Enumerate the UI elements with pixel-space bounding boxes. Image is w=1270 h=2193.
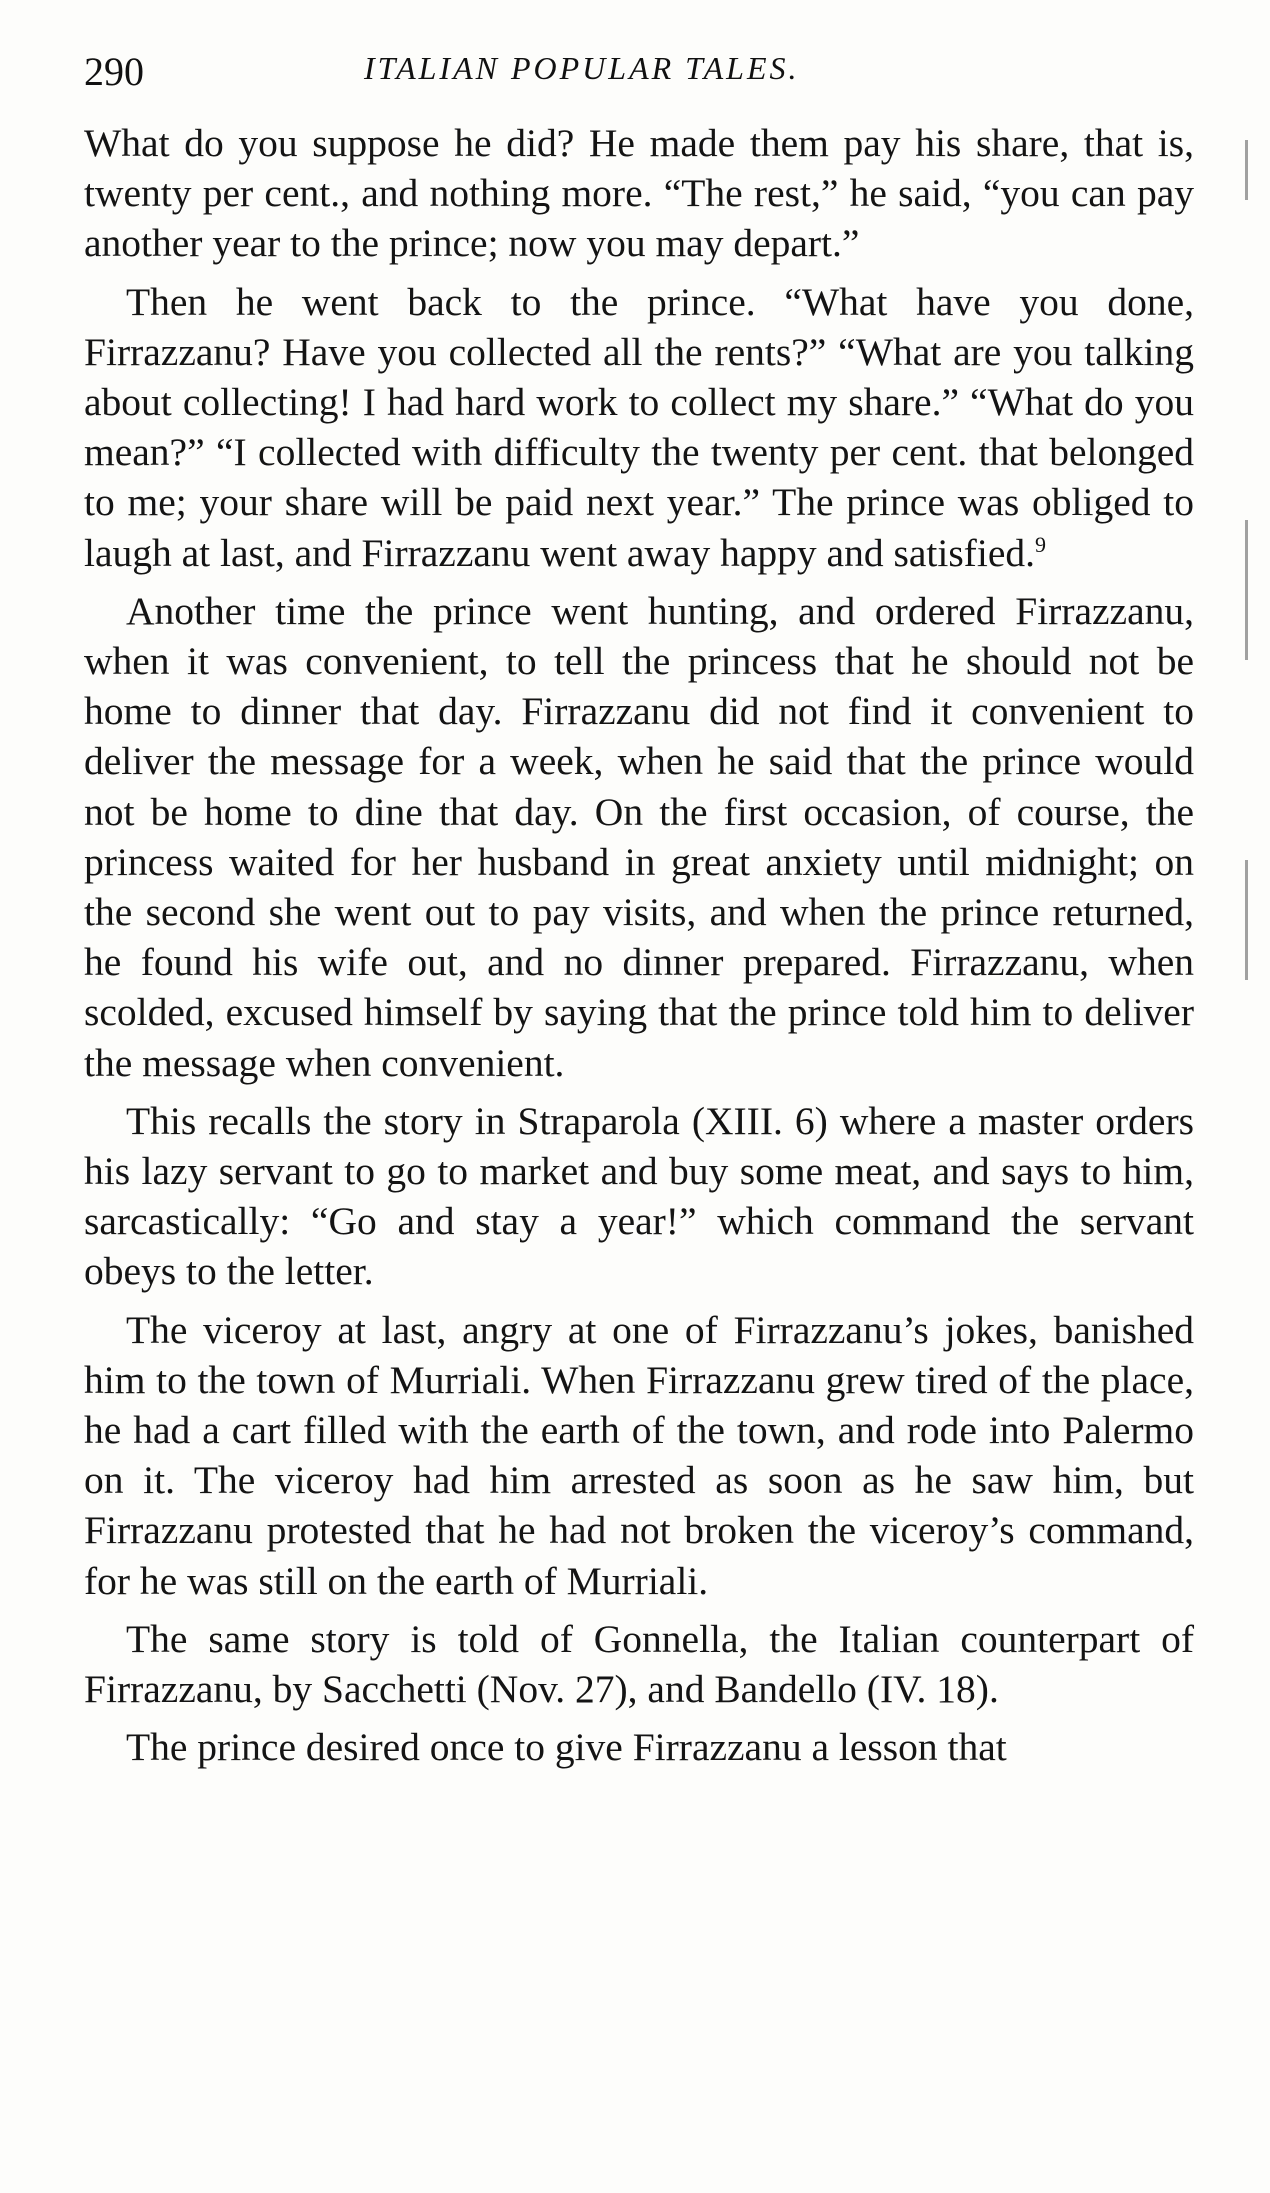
body-text [84,118,1194,1781]
paragraph: The same story is told of Gonnella, the Italian counterpart of Firrazzanu, by Sacchetti (Nov. 27), and Bandello (IV. 18). [84,1616,1194,1712]
paragraph-text: Then he went back to the prince. “What have you done, Firrazzanu? Have you collected all the rents?” “What are you talking about collecting! I had hard work to collect my share.” “What do you mean?” “I collected with difficulty the twenty per cent. that belonged to me; your share will be paid next year.” The prince was obliged to laugh at last, and Firrazzanu went away happy and satisfied. [84,279,1194,575]
scan-edge-mark [1245,520,1248,660]
paragraph: This recalls the story in Straparola (XIII. 6) where a master orders his lazy servant to go to market and buy some meat, and says to him, sarcastically: “Go and stay a year!” which command the servant obeys to the letter. [84,1098,1194,1294]
footnote-marker: 9 [1034,531,1046,557]
paragraph-with-footnote [84,277,1194,578]
running-title: ITALIAN POPULAR TALES. [364,50,800,86]
paragraph: What do you suppose he did? He made them pay his share, that is, twenty per cent., and nothing more. “The rest,” he said, “you can pay another year to the prince; now you may depart.” [84,121,1194,266]
paragraph: The viceroy at last, angry at one of Firrazzanu’s jokes, banished him to the town of Murriali. When Firrazzanu grew tired of the place, he had a cart filled with the earth of the town, and rode into Palermo on it. The viceroy had him arrested as soon as he saw him, but Firrazzanu protested that he had not broken the viceroy’s command, for he was still on the earth of Murriali. [84,1307,1194,1603]
page-header [84,48,1194,98]
scan-edge-mark [1245,860,1248,980]
paragraph: The prince desired once to give Firrazzanu a lesson that [126,1725,1007,1770]
page-number: 290 [84,49,144,94]
scan-edge-mark [1245,140,1248,200]
paragraph: Another time the prince went hunting, and ordered Firrazzanu, when it was convenient, to tell the princess that he should not be home to dinner that day. Firrazzanu did not find it convenient to deliver the message for a week, when he said that the prince would not be home to dine that day. On the first occasion, of course, the princess waited for her husband in great anxiety until midnight; on the second she went out to pay visits, and when the prince returned, he found his wife out, and no dinner prepared. Firrazzanu, when scolded, excused himself by saying that the prince told him to deliver the message when convenient. [84,588,1194,1085]
